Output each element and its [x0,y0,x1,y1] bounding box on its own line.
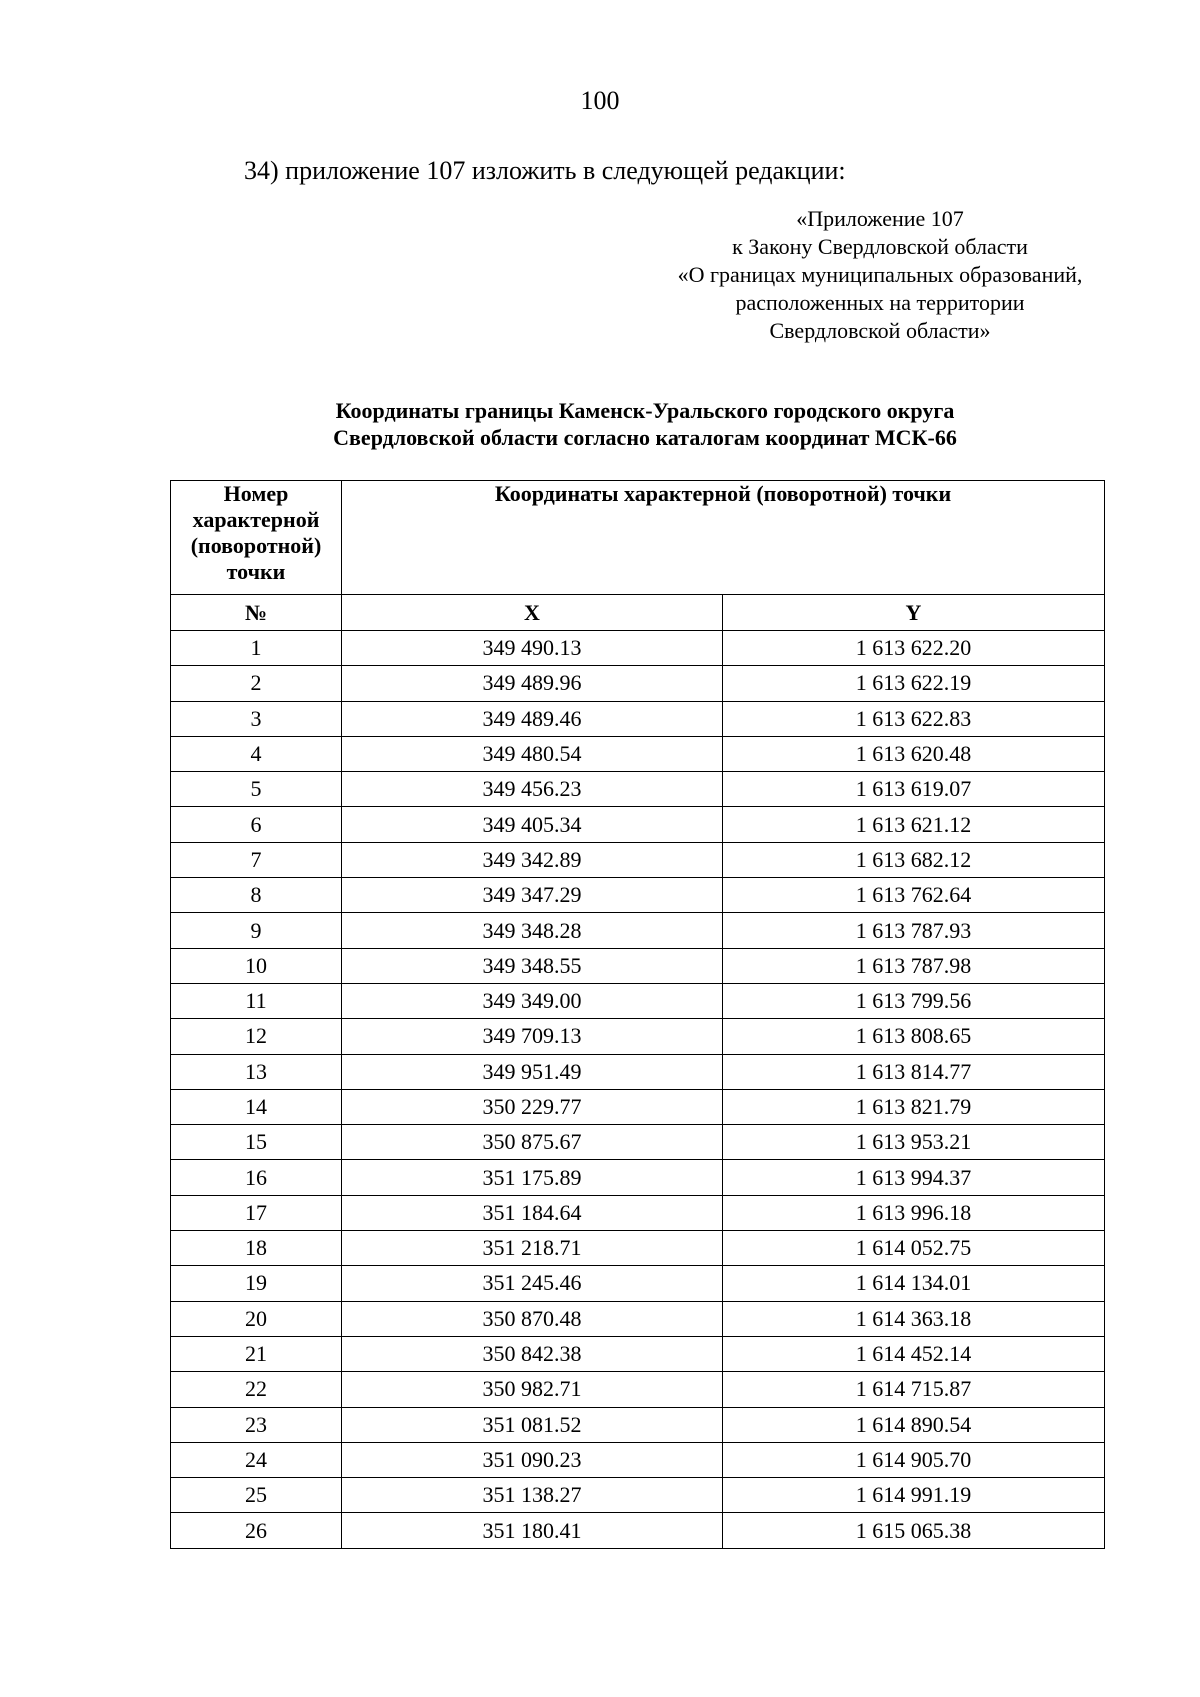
cell-x: 350 982.71 [342,1372,723,1407]
cell-y: 1 613 996.18 [723,1195,1105,1230]
cell-point-number: 13 [171,1054,342,1089]
appendix-reference [640,205,1120,345]
cell-x: 349 489.46 [342,701,723,736]
table-row [171,1231,1105,1266]
cell-x: 350 229.77 [342,1089,723,1124]
cell-x: 349 342.89 [342,842,723,877]
cell-x: 350 842.38 [342,1336,723,1371]
column-header-x: X [342,595,723,631]
cell-x: 351 081.52 [342,1407,723,1442]
table-row [171,1125,1105,1160]
cell-x: 351 175.89 [342,1160,723,1195]
cell-point-number: 25 [171,1478,342,1513]
table-row [171,878,1105,913]
cell-x: 349 709.13 [342,1019,723,1054]
cell-x: 349 348.28 [342,913,723,948]
cell-y: 1 614 715.87 [723,1372,1105,1407]
appendix-line: Свердловской области» [769,318,991,343]
table-row [171,983,1105,1018]
cell-x: 351 218.71 [342,1231,723,1266]
cell-x: 349 349.00 [342,983,723,1018]
cell-point-number: 26 [171,1513,342,1548]
table-row [171,1019,1105,1054]
cell-point-number: 23 [171,1407,342,1442]
cell-x: 349 951.49 [342,1054,723,1089]
table-row [171,631,1105,666]
header-line: (поворотной) [190,533,322,558]
table-row [171,1372,1105,1407]
cell-point-number: 8 [171,878,342,913]
header-coordinates: Координаты характерной (поворотной) точки [342,481,1105,595]
cell-point-number: 15 [171,1125,342,1160]
table-row [171,948,1105,983]
appendix-line: к Закону Свердловской области [732,234,1028,259]
cell-y: 1 614 905.70 [723,1442,1105,1477]
cell-x: 350 875.67 [342,1125,723,1160]
cell-x: 351 138.27 [342,1478,723,1513]
table-row [171,1195,1105,1230]
cell-point-number: 6 [171,807,342,842]
cell-x: 351 245.46 [342,1266,723,1301]
cell-x: 349 490.13 [342,631,723,666]
cell-y: 1 613 622.83 [723,701,1105,736]
cell-point-number: 19 [171,1266,342,1301]
table-row [171,1442,1105,1477]
cell-x: 350 870.48 [342,1301,723,1336]
appendix-line: «Приложение 107 [796,206,964,231]
table-row [171,1407,1105,1442]
table-row [171,772,1105,807]
cell-point-number: 5 [171,772,342,807]
table-row [171,842,1105,877]
cell-y: 1 614 890.54 [723,1407,1105,1442]
cell-y: 1 613 953.21 [723,1125,1105,1160]
cell-y: 1 613 621.12 [723,807,1105,842]
table-row [171,1301,1105,1336]
cell-y: 1 613 814.77 [723,1054,1105,1089]
cell-point-number: 18 [171,1231,342,1266]
cell-point-number: 1 [171,631,342,666]
intro-text: 34) приложение 107 изложить в следующей редакции: [244,156,846,185]
table-row [171,701,1105,736]
cell-y: 1 613 762.64 [723,878,1105,913]
cell-x: 349 456.23 [342,772,723,807]
cell-y: 1 613 622.19 [723,666,1105,701]
cell-y: 1 613 821.79 [723,1089,1105,1124]
cell-y: 1 613 622.20 [723,631,1105,666]
cell-y: 1 614 052.75 [723,1231,1105,1266]
header-point-number [171,481,342,595]
cell-point-number: 2 [171,666,342,701]
column-header-y: Y [723,595,1105,631]
page-number: 100 [580,86,620,115]
cell-point-number: 3 [171,701,342,736]
title-line: Координаты границы Каменск-Уральского городского округа [335,398,955,423]
table-row [171,1266,1105,1301]
table-row [171,1160,1105,1195]
cell-y: 1 613 787.98 [723,948,1105,983]
table-row [171,1089,1105,1124]
cell-point-number: 20 [171,1301,342,1336]
table-row [171,913,1105,948]
header-line: характерной [192,507,320,532]
table-row [171,736,1105,771]
cell-y: 1 614 452.14 [723,1336,1105,1371]
table-row [171,807,1105,842]
cell-point-number: 22 [171,1372,342,1407]
cell-y: 1 613 619.07 [723,772,1105,807]
document-title [170,397,1120,451]
cell-x: 349 489.96 [342,666,723,701]
cell-x: 351 184.64 [342,1195,723,1230]
cell-y: 1 613 808.65 [723,1019,1105,1054]
table-row [171,1054,1105,1089]
table-row [171,1513,1105,1548]
cell-point-number: 12 [171,1019,342,1054]
cell-y: 1 614 134.01 [723,1266,1105,1301]
cell-point-number: 7 [171,842,342,877]
cell-x: 351 180.41 [342,1513,723,1548]
cell-y: 1 613 994.37 [723,1160,1105,1195]
cell-x: 349 480.54 [342,736,723,771]
cell-x: 351 090.23 [342,1442,723,1477]
cell-y: 1 614 991.19 [723,1478,1105,1513]
cell-point-number: 21 [171,1336,342,1371]
cell-y: 1 613 787.93 [723,913,1105,948]
header-line: точки [226,559,286,584]
table-row [171,666,1105,701]
cell-point-number: 11 [171,983,342,1018]
cell-x: 349 347.29 [342,878,723,913]
table-row [171,1336,1105,1371]
cell-point-number: 14 [171,1089,342,1124]
appendix-line: «О границах муниципальных образований, [677,262,1083,287]
cell-point-number: 10 [171,948,342,983]
cell-y: 1 613 682.12 [723,842,1105,877]
cell-y: 1 613 620.48 [723,736,1105,771]
cell-y: 1 614 363.18 [723,1301,1105,1336]
cell-y: 1 615 065.38 [723,1513,1105,1548]
cell-point-number: 4 [171,736,342,771]
cell-point-number: 17 [171,1195,342,1230]
cell-y: 1 613 799.56 [723,983,1105,1018]
appendix-line: расположенных на территории [735,290,1025,315]
column-header-number: № [171,595,342,631]
table-row [171,1478,1105,1513]
cell-x: 349 348.55 [342,948,723,983]
cell-x: 349 405.34 [342,807,723,842]
table-body [171,631,1105,1549]
cell-point-number: 9 [171,913,342,948]
header-line: Номер [223,481,289,506]
cell-point-number: 24 [171,1442,342,1477]
title-line: Свердловской области согласно каталогам координат МСК-66 [333,425,957,450]
cell-point-number: 16 [171,1160,342,1195]
coordinates-table [170,480,1105,1549]
